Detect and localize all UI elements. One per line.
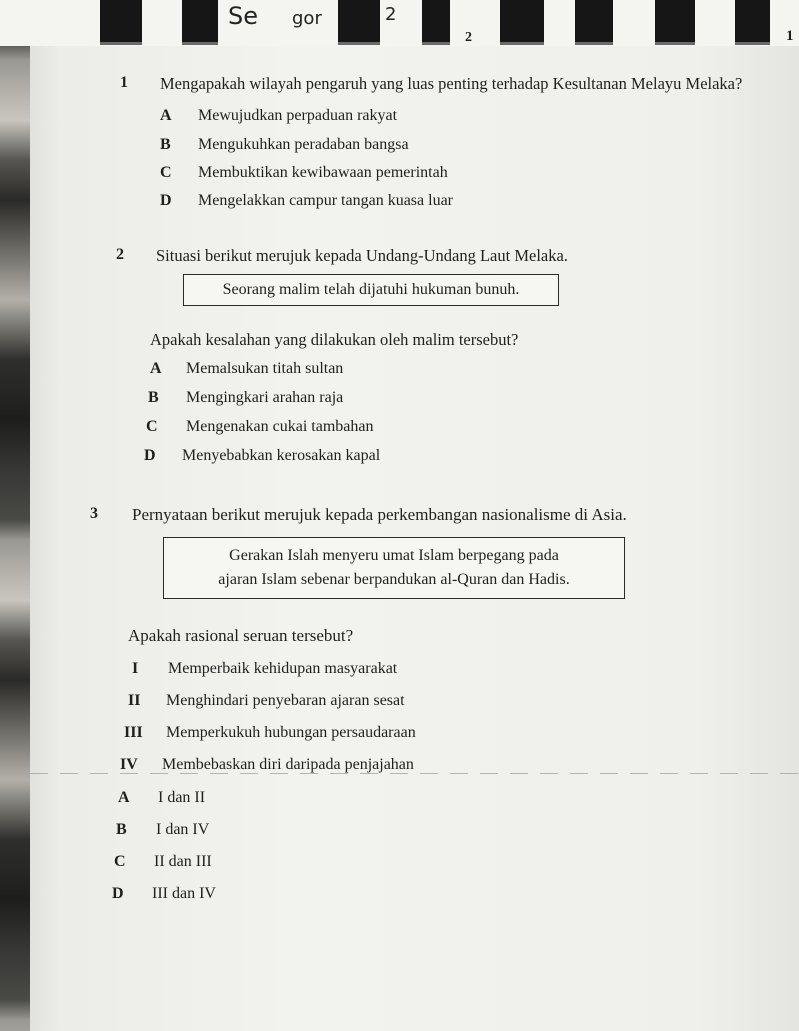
option-d[interactable]: D III dan IV <box>112 885 216 902</box>
option-c[interactable]: C Mengenakan cukai tambahan <box>146 418 374 435</box>
option-d[interactable]: D Mengelakkan campur tangan kuasa luar <box>160 192 454 209</box>
binder-tab <box>422 0 450 45</box>
top-tab-strip <box>0 0 799 46</box>
question-number: 1 <box>120 74 128 91</box>
option-c[interactable]: C II dan III <box>114 853 212 870</box>
binder-tab <box>182 0 218 45</box>
statement-line-1: Gerakan Islah menyeru umat Islam berpegang pada <box>229 547 559 564</box>
question-2 <box>116 246 568 265</box>
handwriting-left: Se <box>228 2 258 30</box>
statement-line-2: ajaran Islam sebenar berpandukan al-Quran dan Hadis. <box>218 571 570 588</box>
statement-ii: II Menghindari penyebaran ajaran sesat <box>128 692 405 709</box>
background-fabric <box>0 0 30 1031</box>
statement-iv: IV Membebaskan diri daripada penjajahan <box>120 756 414 773</box>
binder-tab <box>735 0 770 45</box>
option-a[interactable]: A I dan II <box>118 789 206 806</box>
statement-iii: III Memperkukuh hubungan persaudaraan <box>124 724 416 741</box>
question-text: Pernyataan berikut merujuk kepada perkembangan nasionalisme di Asia. <box>132 505 627 524</box>
binder-tab <box>100 0 142 45</box>
option-b[interactable]: B Mengingkari arahan raja <box>148 389 344 406</box>
page-number: 2 <box>465 30 472 45</box>
option-a[interactable]: A Mewujudkan perpaduan rakyat <box>160 107 398 124</box>
sub-question: Apakah rasional seruan tersebut? <box>128 626 354 645</box>
option-b[interactable]: B Mengukuhkan peradaban bangsa <box>160 136 409 153</box>
question-number: 2 <box>116 246 124 263</box>
statement-i: I Memperbaik kehidupan masyarakat <box>132 660 398 677</box>
question-number: 3 <box>90 505 98 522</box>
binder-tab <box>338 0 380 45</box>
handwriting-right: 2 <box>385 4 397 25</box>
binder-tab <box>655 0 695 45</box>
question-1 <box>120 74 743 93</box>
question-3 <box>90 505 627 524</box>
statement-box <box>163 537 625 599</box>
handwriting-mid: gor <box>292 8 322 29</box>
option-c[interactable]: C Membuktikan kewibawaan pemerintah <box>160 164 448 181</box>
sub-question: Apakah kesalahan yang dilakukan oleh malim tersebut? <box>150 330 519 349</box>
option-d[interactable]: D Menyebabkan kerosakan kapal <box>144 447 381 464</box>
question-text: Mengapakah wilayah pengaruh yang luas penting terhadap Kesultanan Melayu Melaka? <box>160 74 743 93</box>
situation-box: Seorang malim telah dijatuhi hukuman bunuh. <box>183 274 559 306</box>
binder-tab <box>500 0 544 45</box>
option-a[interactable]: A Memalsukan titah sultan <box>150 360 344 377</box>
option-b[interactable]: B I dan IV <box>116 821 210 838</box>
binder-tab <box>575 0 613 45</box>
edge-number: 1 <box>786 28 794 44</box>
question-text: Situasi berikut merujuk kepada Undang-Undang Laut Melaka. <box>156 246 568 265</box>
paper-fold-line <box>30 773 799 774</box>
